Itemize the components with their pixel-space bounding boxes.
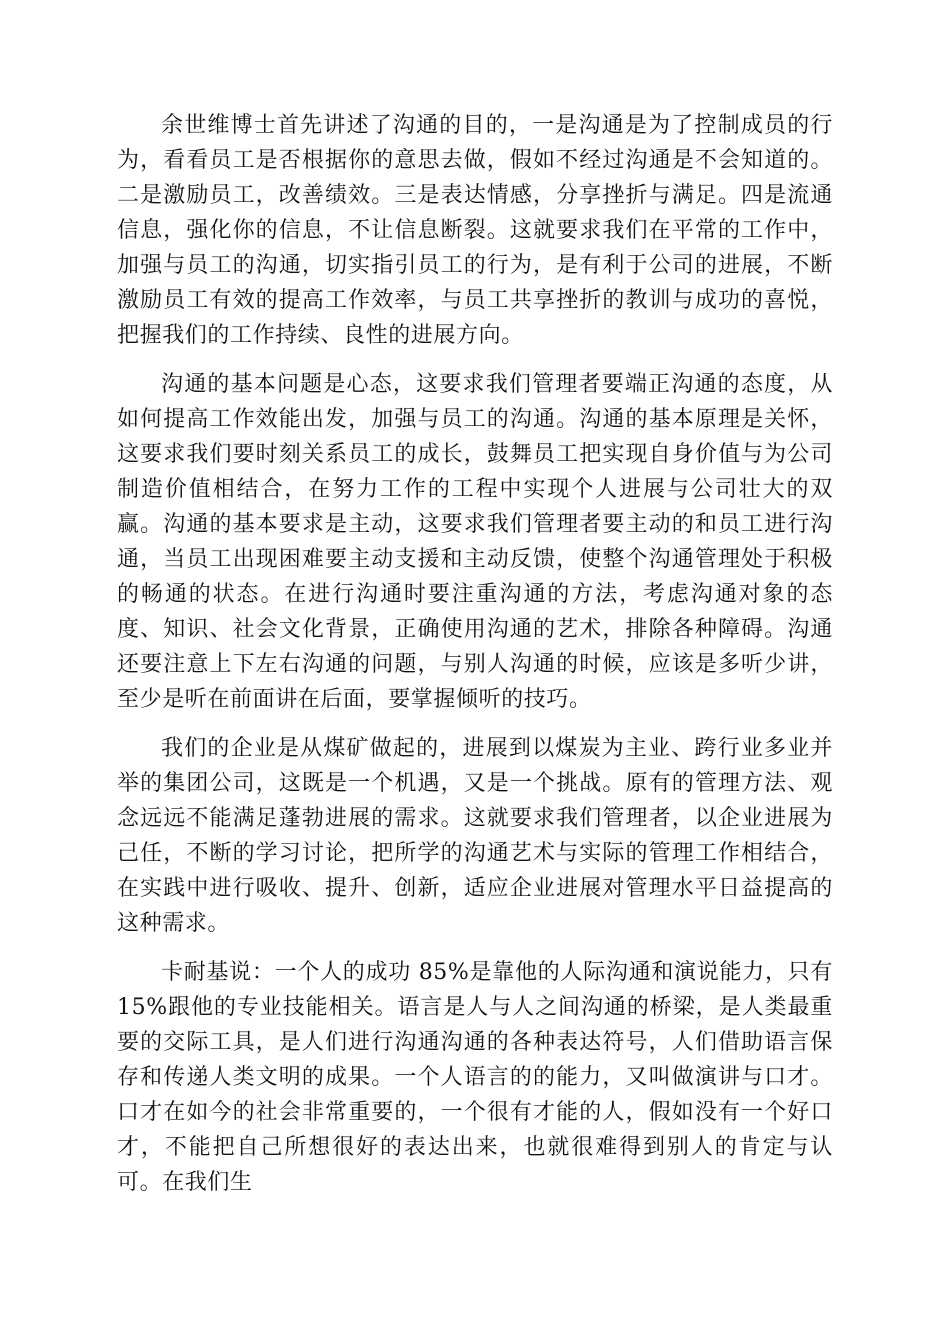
document-body [117,108,833,1214]
paragraph-communication-attitude: 沟通的基本问题是心态，这要求我们管理者要端正沟通的态度，从如何提高工作效能出发，加强与员工的沟通。沟通的基本原理是关怀，这要求我们要时刻关系员工的成长，鼓舞员工把实现自身价值与为公司制造价值相结合，在努力工作的工程中实现个人进展与公司壮大的双赢。沟通的基本要求是主动，这要求我们管理者要主动的和员工进行沟通，当员工出现困难要主动支援和主动反馈，使整个沟通管理处于积极的畅通的状态。在进行沟通时要注重沟通的方法，考虑沟通对象的态度、知识、社会文化背景，正确使用沟通的艺术，排除各种障碍。沟通还要注意上下左右沟通的问题，与别人沟通的时候，应该是多听少讲，至少是听在前面讲在后面，要掌握倾听的技巧。 [117,372,833,712]
paragraph-carnegie-quote: 卡耐基说：一个人的成功 85%是靠他的人际沟通和演说能力，只有15%跟他的专业技能相关。语言是人与人之间沟通的桥梁，是人类最重要的交际工具，是人们进行沟通沟通的各种表达符号，人们借助语言保存和传递人类文明的成果。一个人语言的的能力，又叫做演讲与口才。口才在如今的社会非常重要的，一个很有才能的人，假如没有一个好口才，不能把自己所想很好的表达出来，也就很难得到别人的肯定与认可。在我们生 [117,960,833,1195]
paragraph-communication-purpose: 余世维博士首先讲述了沟通的目的，一是沟通是为了控制成员的行为，看看员工是否根据你的意思去做，假如不经过沟通是不会知道的。二是激励员工，改善绩效。三是表达情感，分享挫折与满足。四是流通信息，强化你的信息，不让信息断裂。这就要求我们在平常的工作中，加强与员工的沟通，切实指引员工的行为，是有利于公司的进展，不断激励员工有效的提高工作效率，与员工共享挫折的教训与成功的喜悦，把握我们的工作持续、良性的进展方向。 [117,113,833,348]
paragraph-enterprise-development: 我们的企业是从煤矿做起的，进展到以煤炭为主业、跨行业多业并举的集团公司，这既是一个机遇，又是一个挑战。原有的管理方法、观念远远不能满足蓬勃进展的需求。这就要求我们管理者，以企业进展为己任，不断的学习讨论，把所学的沟通艺术与实际的管理工作相结合，在实践中进行吸收、提升、创新，适应企业进展对管理水平日益提高的这种需求。 [117,736,833,936]
